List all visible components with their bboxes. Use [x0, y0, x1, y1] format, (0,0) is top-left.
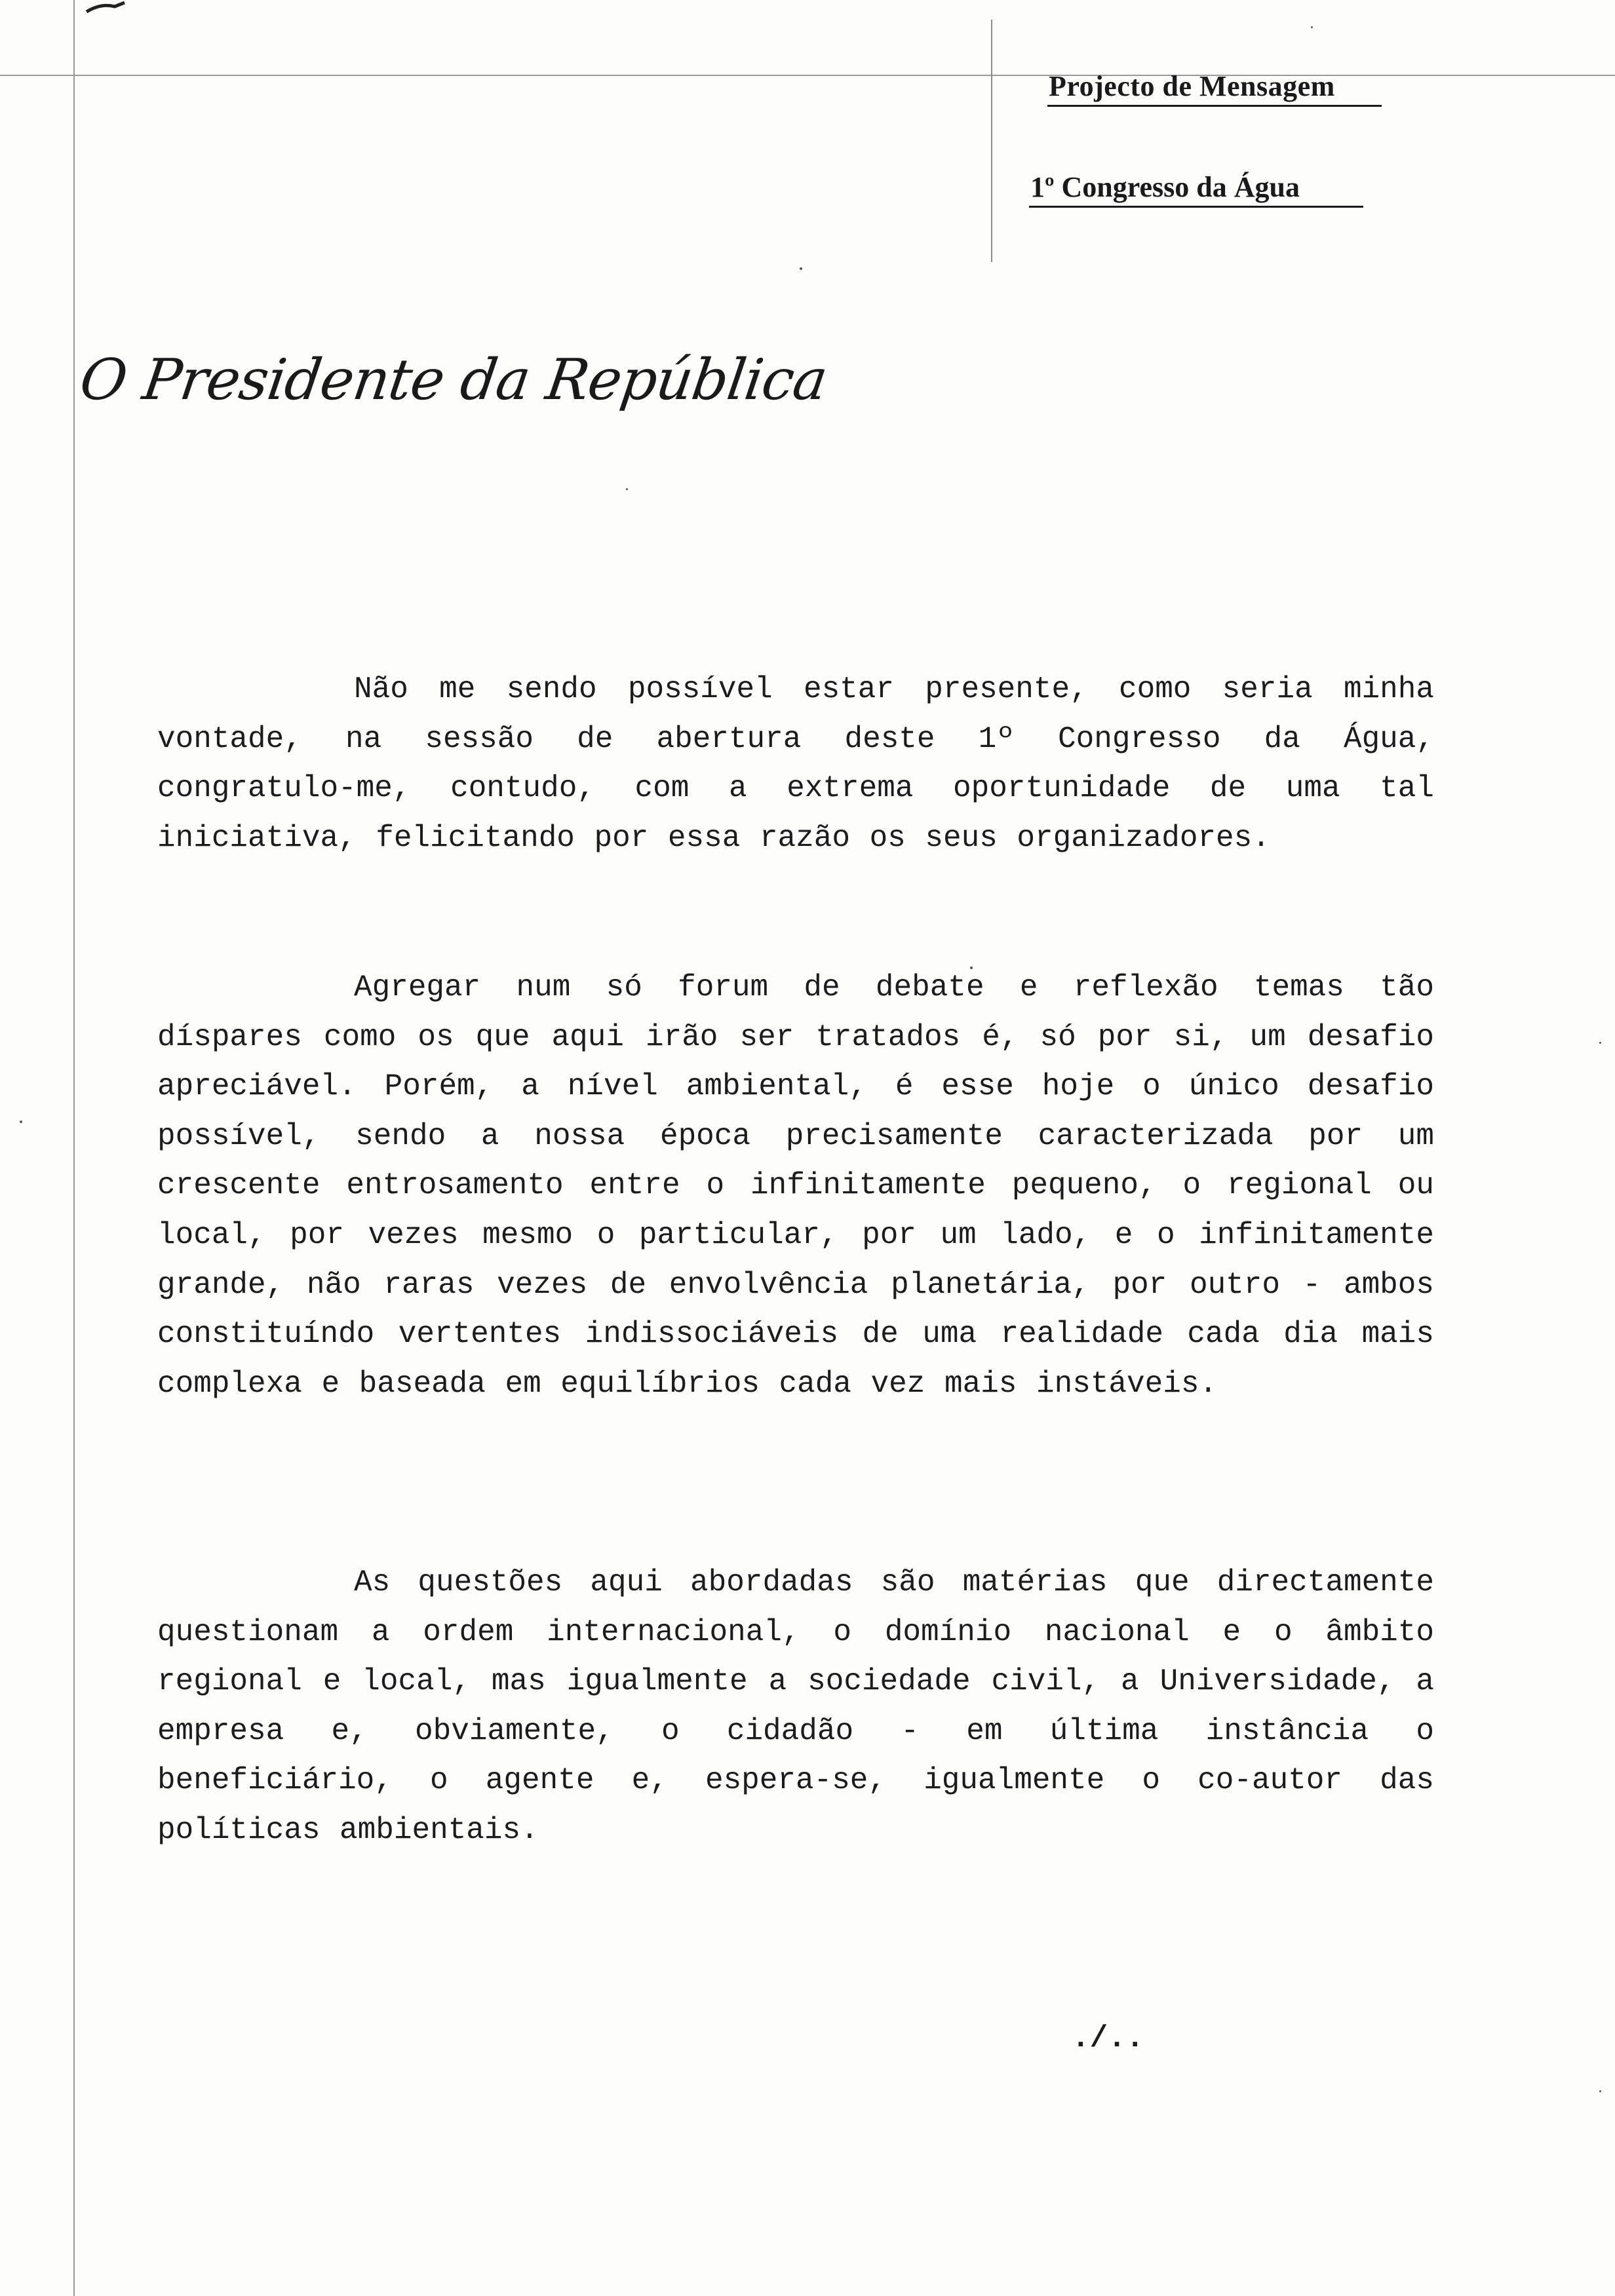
scan-speck — [800, 267, 802, 270]
header-underline — [1047, 105, 1382, 107]
body-paragraph-2: Agregar num só forum de debate e reflexão temas tão díspares como os que aqui irão ser tratados é, só por si, um desafio apreciável. Porém, a nível ambiental, é esse hoje o único desafio possível, sendo a nossa época precisamente caracterizada por um crescente entrosamento entre o infinitamente pequeno, o regional ou local, por vezes mesmo o particular, por um lado, e o infinitamente grande, não raras vezes de envolvência planetária, por outro - ambos constituíndo vertentes indissociáveis de uma realidade cada dia mais complexa e baseada em equilíbrios cada vez mais instáveis. — [157, 970, 1434, 1401]
scan-edge-horizontal — [0, 75, 1615, 76]
scan-speck — [626, 488, 628, 490]
header-label-congresso: 1º Congresso da Água — [1030, 171, 1300, 203]
header-underline — [1029, 206, 1363, 208]
scan-margin-line — [991, 20, 992, 262]
scan-speck — [1599, 2090, 1601, 2092]
scan-speck — [1311, 26, 1313, 28]
continuation-mark: ./.. — [1072, 2021, 1144, 2056]
letterhead-title: O Presidente da República — [75, 347, 831, 413]
scan-speck — [1599, 1042, 1601, 1044]
body-paragraph-3: As questões aqui abordadas são matérias que directamente questionam a ordem internacional, o domínio nacional e o âmbito regional e local, mas igualmente a sociedade civil, a Universidade, a empresa e, obviamente, o cidadão - em última instância o beneficiário, o agente e, espera-se, igualmente o co-autor das políticas ambientais. — [157, 1565, 1434, 1847]
scan-speck — [20, 1120, 22, 1123]
header-label-projecto: Projecto de Mensagem — [1049, 70, 1335, 102]
body-paragraph-1: Não me sendo possível estar presente, como seria minha vontade, na sessão de abertura deste 1º Congresso da Água, congratulo-me, contudo, com a extrema oportunidade de uma tal iniciativa, felicitando por essa razão os seus organizadores. — [157, 672, 1434, 855]
scan-mark-icon — [85, 0, 131, 14]
scan-edge-vertical — [73, 0, 75, 2296]
